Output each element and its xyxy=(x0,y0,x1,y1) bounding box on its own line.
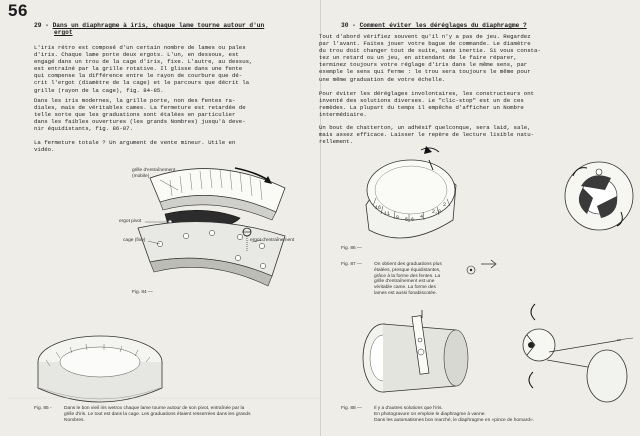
heading-number: 29 - xyxy=(34,22,49,29)
paragraph-1: L'iris rétro est composé d'un certain nombre de lames ou pales d'iris. Chaque lame porte deux ergots. L'un, en dessous, est engagé dans un trou de la cage d'iris, fixe. L'autre, au dessus, est entraîné par la grille rotative. Il glisse dans une fente qui compense la différence entre le rayon de courbure que dé- crit l'ergot (diamètre de la cage) et le parcours que décrit la grille (rayon de la cage), fig. 84-85. xyxy=(34,44,253,94)
right-page xyxy=(321,0,640,436)
dial-mark: 16 xyxy=(375,205,382,211)
dial-mark: 8 xyxy=(396,215,400,221)
fig88-number: Fig. 88 — xyxy=(341,406,362,411)
page-number: 56 xyxy=(8,1,28,20)
paragraph-2: Dans les iris modernes, la grille porte, non des fentes ra- diales, mais de véritables cames. La fermeture est retardée de telle sorte que les graduations sont étalées en particulier dans les faibles ouvertures (les grands Nombres) jusqu'à deve- nir équidistants, fig. 86-87. xyxy=(34,97,246,133)
label-ergot-pivot: ergot pivot xyxy=(119,219,142,224)
label-cage: cage (fixe) xyxy=(123,238,146,243)
paragraph-3: Un bout de chatterton, un adhésif quelconque, sera laid, sale, mais assez efficace. Laisser le repère de lecture lisible natu- rellement. xyxy=(319,124,535,146)
paragraph-1: Tout d'abord vérifiez souvent qu'il n'y a pas de jeu. Regardez par l'avant. Faites jouer votre bague de commande. Le diamètre du trou doit changer tout de suite, sans inertie. Si vous consta- tez un retard ou un jeu, en attendant de le faire réparer, terminez toujours votre réglage d'iris dans le même sens, par exemple le sens qui ferme : le trou sera toujours le même pour une même graduation de votre échelle. xyxy=(319,33,541,83)
heading-title: Dans un diaphragme à iris, chaque lame tourne autour d'un xyxy=(52,22,265,29)
heading-number: 30 - xyxy=(341,22,356,29)
dial-mark: 5,6 xyxy=(405,217,415,223)
fig86-caption: Fig. 86 — xyxy=(341,246,362,251)
paragraph-3: La fermeture totale ? Un argument de vente mineur. Utile en vidéo. xyxy=(34,139,236,154)
diaphragm-illustrations xyxy=(321,0,640,436)
label-ergot-entrainement: ergot d'entraînement xyxy=(250,238,295,243)
fig87-number: Fig. 87 — xyxy=(341,262,362,267)
label-grille: grille d'entraînement (mobile) xyxy=(132,168,176,179)
fig85-number: Fig. 85 - xyxy=(34,406,52,411)
paragraph-2: Pour éviter les déréglages involontaires, les constructeurs ont inventé des solutions diverses. Le "clic-stop" est un de ces remèdes. La plupart du temps il empêche d'afficher un Nombre intermédiaire. xyxy=(319,90,535,119)
fig84-caption: Fig. 84 — xyxy=(132,290,153,295)
dial-mark: 2,8 xyxy=(432,209,442,215)
heading-title: Comment éviter les déréglages du diaphragme ? xyxy=(359,22,527,29)
fig87-caption: On obtient des graduations plus étalées, presque équidistantes, grâce à la forme des fentes. La grille d'entraînement est une véritable came. La forme des lames est aussi fonabiscotée. xyxy=(374,262,442,296)
dial-mark: 4 xyxy=(420,214,424,220)
fig85-caption: Dans le bon vieil iris wetrox chaque lame tourne autour de son pivot, entraînée par la grille d'iris. Le tout est dans la cage. Les graduations étaient resserrées dans les grands Nombres. xyxy=(64,406,251,423)
heading-title-cont: ergot xyxy=(54,29,73,37)
fig88-caption: Il y a d'autres solutions que l'iris. En photogravure on emploie le diaphragme à vanne. Dans les automatismes bon marché, le diaphragme en «pince de homard». xyxy=(374,406,534,423)
dial-mark: 2 xyxy=(443,202,447,208)
dial-mark: 11 xyxy=(384,211,391,217)
